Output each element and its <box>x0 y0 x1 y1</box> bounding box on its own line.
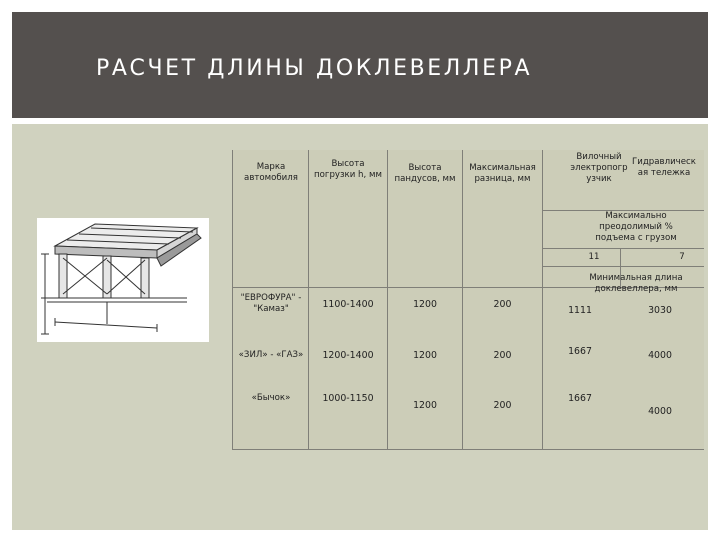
row2-ramp-height: 1200 <box>413 350 437 361</box>
table-border-left <box>232 150 233 450</box>
row3-len-truck: 4000 <box>648 406 672 417</box>
header-max-slope: Максимально преодолимый % подъема с грузом <box>595 211 677 243</box>
row3-max-diff: 200 <box>493 400 512 411</box>
row2-max-diff: 200 <box>493 350 512 361</box>
col-rule <box>542 150 543 450</box>
row2-brand: «ЗИЛ» - «ГАЗ» <box>238 350 304 360</box>
row1-len-forklift: 1111 <box>568 305 592 316</box>
header-min-length: Минимальная длина доклевеллера, мм <box>589 273 683 294</box>
row1-ramp-height: 1200 <box>413 299 437 310</box>
row3-load-height: 1000-1150 <box>322 393 374 404</box>
row3-brand: «Бычок» <box>251 393 291 403</box>
row1-len-truck: 3030 <box>648 305 672 316</box>
header-brand: Марка автомобиля <box>244 162 298 183</box>
row1-max-diff: 200 <box>493 299 512 310</box>
row1-load-height: 1100-1400 <box>322 299 374 310</box>
header-hand-truck: Гидравлическ ая тележка <box>632 157 696 178</box>
table-border-bottom <box>232 449 704 450</box>
row3-len-forklift: 1667 <box>568 393 592 404</box>
header-forklift: Вилочный электропогр узчик <box>570 152 628 184</box>
data-table <box>232 150 704 450</box>
header-ramp-height: Высота пандусов, мм <box>394 163 456 184</box>
header-slope-forklift: 11 <box>588 252 600 262</box>
row2-len-forklift: 1667 <box>568 346 592 357</box>
dock-leveller-drawing-icon <box>37 218 209 342</box>
row-rule <box>542 266 704 267</box>
row2-len-truck: 4000 <box>648 350 672 361</box>
row1-brand: "ЕВРОФУРА" - "Камаз" <box>240 293 302 314</box>
slide-title: РАСЧЕТ ДЛИНЫ ДОКЛЕВЕЛЛЕРА <box>96 56 533 81</box>
header-slope-truck: 7 <box>679 252 685 262</box>
header-load-height: Высота погрузки h, мм <box>314 159 382 180</box>
header-max-diff: Максимальная разница, мм <box>469 163 536 184</box>
row3-ramp-height: 1200 <box>413 400 437 411</box>
row2-load-height: 1200-1400 <box>322 350 374 361</box>
row-rule <box>542 248 704 249</box>
